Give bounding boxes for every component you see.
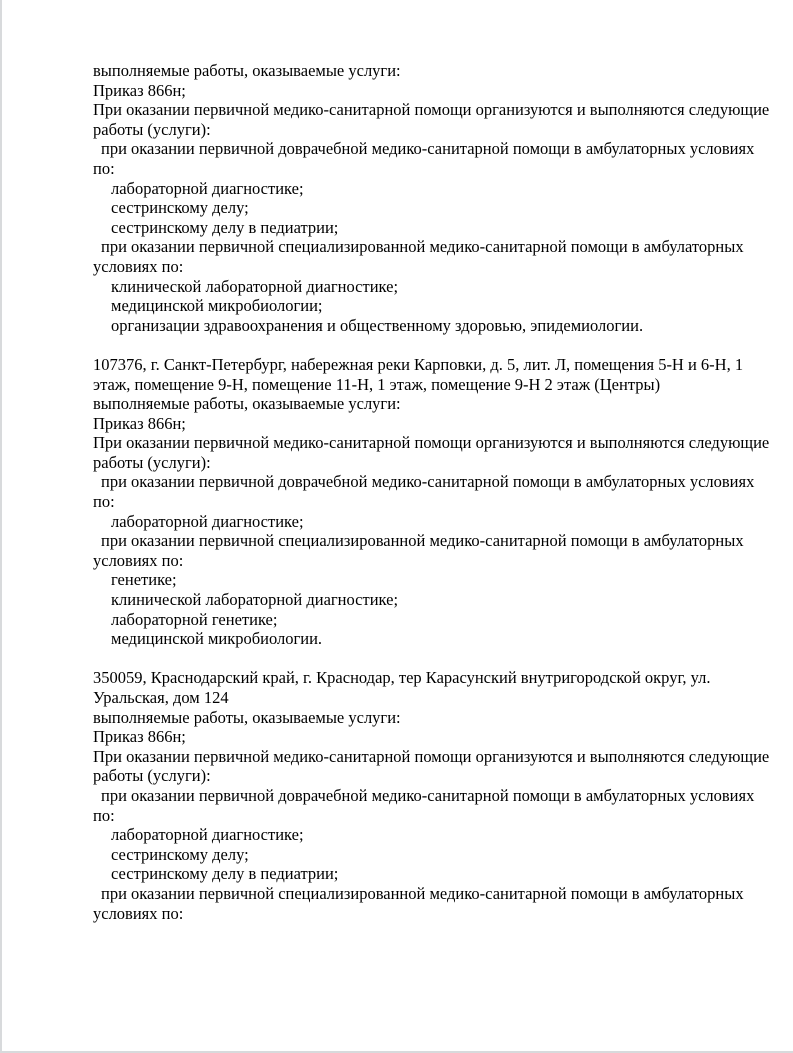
text-line: сестринскому делу; <box>111 844 249 864</box>
text-line: сестринскому делу; <box>111 198 249 218</box>
address-block-krasnodar <box>93 668 770 923</box>
text-line: выполняемые работы, оказываемые услуги: <box>93 394 401 414</box>
text-line: выполняемые работы, оказываемые услуги: <box>93 707 401 727</box>
text-line: сестринскому делу в педиатрии; <box>111 864 339 884</box>
text-line: работы (услуги): <box>93 119 211 139</box>
text-line: условиях по: <box>93 550 184 570</box>
text-line: Приказ 866н; <box>93 727 186 747</box>
text-line: При оказании первичной медико-санитарной помощи организуются и выполняются следующие <box>93 433 770 453</box>
text-line: при оказании первичной специализированной медико-санитарной помощи в амбулаторных <box>101 237 744 257</box>
license-works-text <box>2 0 793 923</box>
text-line: условиях по: <box>93 256 184 276</box>
text-line: лабораторной диагностике; <box>111 511 304 531</box>
text-line: 350059, Краснодарский край, г. Краснодар, тер Карасунский внутригородской округ, ул. <box>93 668 711 688</box>
text-line: по: <box>93 158 115 178</box>
text-line: клинической лабораторной диагностике; <box>111 590 399 610</box>
text-line: лабораторной диагностике; <box>111 825 304 845</box>
text-line: при оказании первичной специализированной медико-санитарной помощи в амбулаторных <box>101 883 744 903</box>
text-line: Приказ 866н; <box>93 413 186 433</box>
text-line: работы (услуги): <box>93 452 211 472</box>
text-line: условиях по: <box>93 903 184 923</box>
text-line: медицинской микробиологии; <box>111 296 323 316</box>
text-line: при оказании первичной доврачебной медико-санитарной помощи в амбулаторных условиях <box>101 785 755 805</box>
text-line: Приказ 866н; <box>93 80 186 100</box>
text-line: сестринскому делу в педиатрии; <box>111 217 339 237</box>
text-line: выполняемые работы, оказываемые услуги: <box>93 61 401 80</box>
text-line: Уральская, дом 124 <box>93 688 229 707</box>
services-block-continued <box>93 61 770 335</box>
text-line: При оказании первичной медико-санитарной помощи организуются и выполняются следующие <box>93 746 770 766</box>
text-line: работы (услуги): <box>93 766 211 786</box>
text-line: при оказании первичной доврачебной медико-санитарной помощи в амбулаторных условиях <box>101 139 755 159</box>
text-line: При оказании первичной медико-санитарной помощи организуются и выполняются следующие <box>93 100 770 120</box>
text-line: по: <box>93 805 115 825</box>
text-line: по: <box>93 492 115 512</box>
text-line: лабораторной диагностике; <box>111 178 304 198</box>
address-block-saint-petersburg <box>93 354 770 649</box>
text-line: организации здравоохранения и общественному здоровью, эпидемиологии. <box>111 315 644 335</box>
text-line: генетике; <box>111 570 177 590</box>
text-line: при оказании первичной специализированной медико-санитарной помощи в амбулаторных <box>101 531 744 551</box>
text-line: лабораторной генетике; <box>111 609 278 629</box>
text-line: 107376, г. Санкт-Петербург, набережная реки Карповки, д. 5, лит. Л, помещения 5-Н и 6-Н, 1 <box>93 354 744 374</box>
text-line: этаж, помещение 9-Н, помещение 11-Н, 1 этаж, помещение 9-Н 2 этаж (Центры) <box>93 374 661 394</box>
text-line: клинической лабораторной диагностике; <box>111 276 399 296</box>
text-line: при оказании первичной доврачебной медико-санитарной помощи в амбулаторных условиях <box>101 472 755 492</box>
text-line: медицинской микробиологии. <box>111 629 323 649</box>
